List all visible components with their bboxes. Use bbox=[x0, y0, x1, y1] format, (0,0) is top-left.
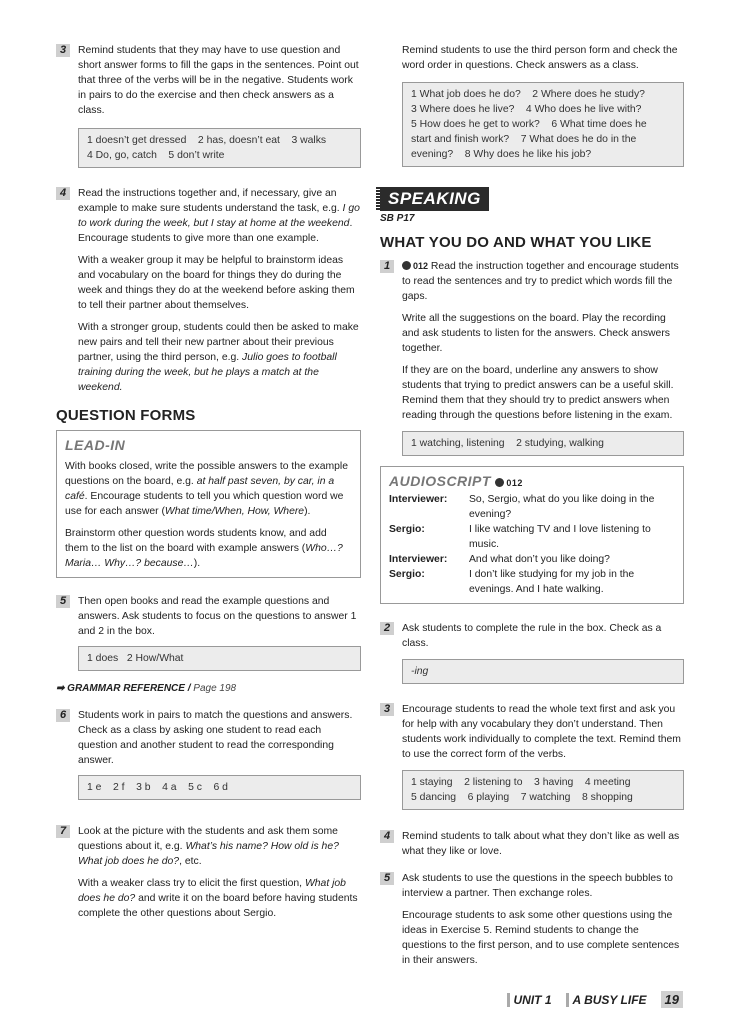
step-text: Students work in pairs to match the questions and answers. Check as a class by asking one student to read each question and another student to read the corresponding answer. bbox=[78, 710, 353, 766]
step-number: 7 bbox=[56, 825, 70, 838]
answer-line: 5 How does he get to work? 6 What time does he bbox=[411, 119, 647, 130]
step-number: 3 bbox=[380, 703, 394, 716]
step-number: 6 bbox=[56, 709, 70, 722]
step-5 bbox=[380, 871, 684, 968]
right-column bbox=[380, 40, 684, 968]
step-text: Encourage students to read the whole text first and ask you for help with any vocabulary they don’t understand. Then students work individually to complete the text. Remind them to use the correct form of the verbs. bbox=[402, 704, 681, 760]
step-text: Then open books and read the example questions and answers. Ask students to focus on the questions to answer 1 and 2 in the box. bbox=[78, 596, 357, 637]
step-text: Write all the suggestions on the board. Play the recording and ask students to listen for the answers. Check answers together. bbox=[402, 313, 670, 354]
audioscript-line: Sergio: I like watching TV and I love listening to music. bbox=[389, 524, 651, 550]
step-text: Encourage students to ask some other questions using the ideas in Exercise 5. Remind students to change the questions to the first person, and to use complete sentences in their answers. bbox=[402, 910, 680, 966]
audio-cd-icon bbox=[495, 478, 504, 487]
answer-line: evening? 8 Why does he like his job? bbox=[411, 149, 592, 160]
answer-line: 4 Do, go, catch 5 don’t write bbox=[87, 150, 225, 161]
lead-in-box bbox=[56, 430, 361, 578]
answer-line: 1 staying 2 listening to 3 having 4 meeting bbox=[411, 777, 631, 788]
answer-line: 5 dancing 6 playing 7 watching 8 shopping bbox=[411, 792, 633, 803]
step-text: Look at the picture with the students and ask them some questions about it, e.g. What’s his name? How old is he? What job does he do?, etc. bbox=[78, 826, 339, 867]
answer-box: 1 e 2 f 3 b 4 a 5 c 6 d bbox=[78, 775, 361, 800]
speaking-header bbox=[380, 187, 684, 224]
step-text: With a stronger group, students could then be asked to make new pairs and tell their new partner about their previous partner, using the third person, e.g. Julio goes to football training during the week, but he plays a match at the weekend. bbox=[78, 322, 359, 393]
unit-title: A BUSY LIFE bbox=[566, 993, 647, 1007]
step-number: 4 bbox=[380, 830, 394, 843]
grammar-reference[interactable]: ➡ GRAMMAR REFERENCE / Page 198 bbox=[56, 683, 237, 694]
arrow-icon: ➡ bbox=[56, 683, 68, 694]
left-column bbox=[56, 40, 361, 921]
step-6 bbox=[56, 708, 361, 768]
answer-line: 1 doesn’t get dressed 2 has, doesn’t eat 3 walks bbox=[87, 135, 327, 146]
lead-in-text: With books closed, write the possible answers to the example questions on the board, e.g. at half past seven, by car, in a café. Encourage students to tell you which question word we use for each answer (What time/When, How, Where). bbox=[65, 461, 348, 517]
audioscript-line: Interviewer: So, Sergio, what do you like doing in the evening? bbox=[389, 494, 655, 520]
answer-box bbox=[402, 82, 684, 167]
audioscript-line: Sergio: I don’t like studying for my job in the evenings. And I hate walking. bbox=[389, 569, 635, 595]
step-text: With a weaker class try to elicit the first question, What job does he do? and write it on the board before having students complete the other questions about Sergio. bbox=[78, 878, 358, 919]
section-title: QUESTION FORMS bbox=[56, 407, 196, 424]
step-number: 2 bbox=[380, 622, 394, 635]
step-3 bbox=[56, 43, 361, 118]
step-text: 012 Read the instruction together and encourage students to read the sentences and try to predict which words fill the gaps. bbox=[402, 261, 679, 302]
audioscript-title: AUDIOSCRIPT 012 bbox=[389, 473, 523, 489]
step-number: 4 bbox=[56, 187, 70, 200]
step-5 bbox=[56, 594, 361, 639]
step-7 bbox=[56, 824, 361, 921]
step-2 bbox=[380, 621, 684, 651]
step-3 bbox=[380, 702, 684, 762]
answer-box bbox=[402, 770, 684, 810]
step-text: Ask students to complete the rule in the box. Check as a class. bbox=[402, 623, 662, 649]
step-number: 3 bbox=[56, 44, 70, 57]
step-text: Remind students to talk about what they don’t like as well as what they like or love. bbox=[402, 831, 680, 857]
page-footer bbox=[507, 991, 684, 1008]
answer-box bbox=[78, 128, 361, 168]
answer-line: start and finish work? 7 What does he do in the bbox=[411, 134, 637, 145]
step-text: Read the instructions together and, if necessary, give an example to make sure students understand the task, e.g. I go to work during the week, but I stay at home at the weekend. Encourage students to give more than one example. bbox=[78, 188, 360, 244]
audioscript-line: Interviewer: And what don’t you like doing? bbox=[389, 554, 610, 565]
step-text: Ask students to use the questions in the speech bubbles to interview a partner. Then exchange roles. bbox=[402, 873, 673, 899]
section-title: WHAT YOU DO AND WHAT YOU LIKE bbox=[380, 234, 652, 251]
speaking-banner: SPEAKING bbox=[380, 187, 489, 211]
intro-text: Remind students to use the third person form and check the word order in questions. Check answers as a class. bbox=[402, 45, 678, 71]
audio-cd-icon bbox=[402, 261, 411, 270]
step-number: 1 bbox=[380, 260, 394, 273]
answer-line: 1 What job does he do? 2 Where does he study? bbox=[411, 89, 645, 100]
audioscript-box bbox=[380, 466, 684, 604]
lead-in-text: Brainstorm other question words students know, and add them to the list on the board with example answers (Who…? Maria… Why…? because…). bbox=[65, 528, 343, 569]
answer-line: 3 Where does he live? 4 Who does he live with? bbox=[411, 104, 642, 115]
track-number: 012 bbox=[413, 261, 429, 271]
answer-box: 1 watching, listening 2 studying, walking bbox=[402, 431, 684, 456]
answer-box: 1 does 2 How/What bbox=[78, 646, 361, 671]
answer-box: -ing bbox=[402, 659, 684, 684]
unit-label: UNIT 1 bbox=[507, 993, 552, 1007]
student-book-page: SB P17 bbox=[380, 213, 415, 224]
page-number: 19 bbox=[661, 991, 683, 1008]
step-1 bbox=[380, 259, 684, 423]
step-text: With a weaker group it may be helpful to brainstorm ideas and vocabulary on the board for things they do during the week and things they do at the weekend before asking them to tell their partner about themselves. bbox=[78, 255, 355, 311]
step-text: Remind students that they may have to use question and short answer forms to fill the gaps in the sentences. Point out that three of the verbs will be in the negative. Students work in pairs to do the exercise and then check answers as a class. bbox=[78, 45, 359, 116]
step-4 bbox=[380, 829, 684, 859]
step-text: If they are on the board, underline any answers to show students that trying to predict answers can be a useful skill. Remind them that they should try to predict answers when reading through the questions before listening in the exam. bbox=[402, 365, 674, 421]
step-number: 5 bbox=[56, 595, 70, 608]
step-4 bbox=[56, 186, 361, 395]
lead-in-title: LEAD-IN bbox=[65, 437, 126, 453]
step-number: 5 bbox=[380, 872, 394, 885]
